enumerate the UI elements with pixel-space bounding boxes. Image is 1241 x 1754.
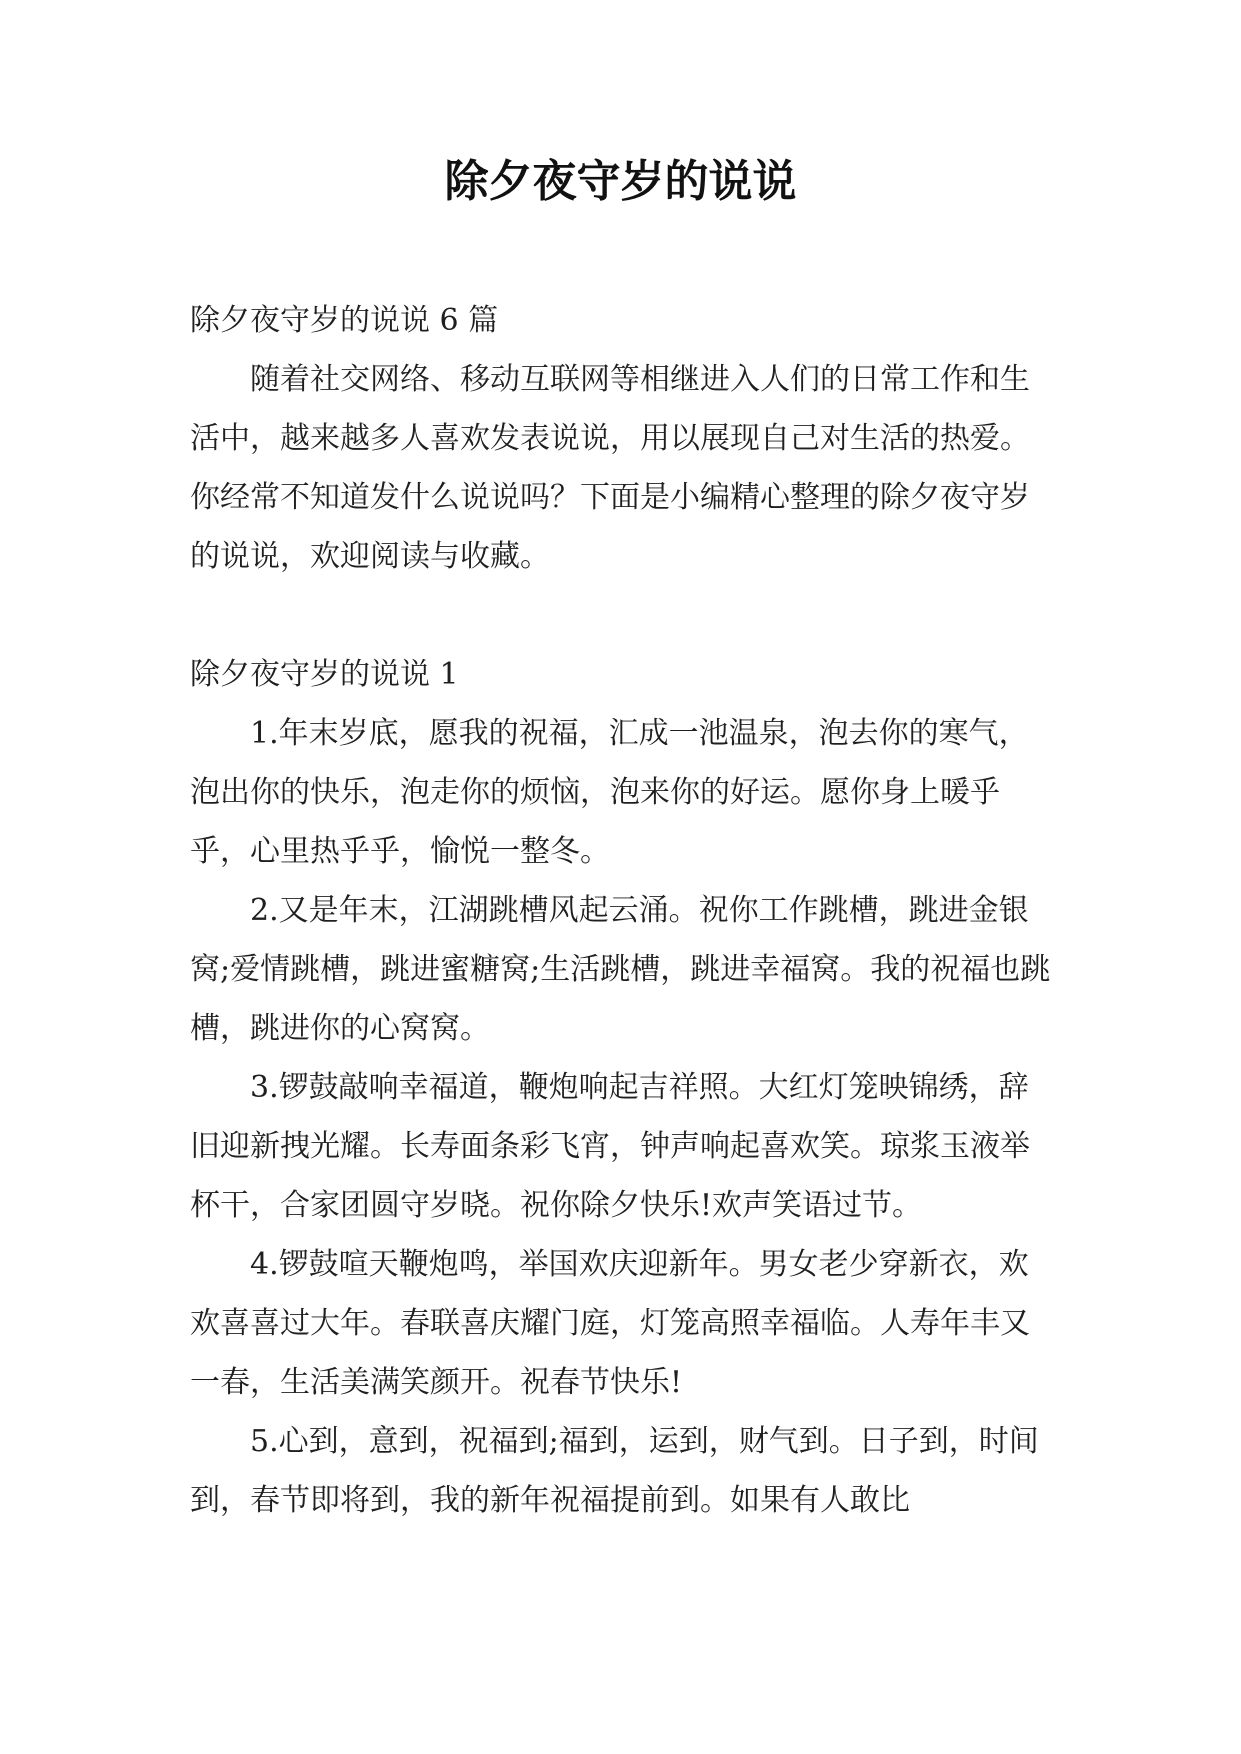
article-heading: 除夕夜守岁的说说 6 篇 [190, 303, 499, 338]
intro-paragraph: 随着社交网络、移动互联网等相继进入人们的日常工作和生活中，越来越多人喜欢发表说说，用以展现自己对生活的热爱。你经常不知道发什么说说吗？下面是小编精心整理的除夕夜守岁的说说，欢迎阅读与收藏。 [190, 362, 1030, 574]
document-title: 除夕夜守岁的说说 [444, 156, 797, 207]
list-item: 1.年末岁底，愿我的祝福，汇成一池温泉，泡去你的寒气，泡出你的快乐，泡走你的烦恼，泡来你的好运。愿你身上暖乎乎，心里热乎乎，愉悦一整冬。 [190, 716, 1029, 869]
list-item: 4.锣鼓喧天鞭炮鸣，举国欢庆迎新年。男女老少穿新衣，欢欢喜喜过大年。春联喜庆耀门庭，灯笼高照幸福临。人寿年丰又一春，生活美满笑颜开。祝春节快乐! [190, 1247, 1030, 1400]
section-heading: 除夕夜守岁的说说 1 [190, 657, 459, 692]
list-item: 5.心到，意到，祝福到;福到，运到，财气到。日子到，时间到，春节即将到，我的新年祝福提前到。如果有人敢比 [190, 1424, 1039, 1518]
list-item: 3.锣鼓敲响幸福道，鞭炮响起吉祥照。大红灯笼映锦绣，辞旧迎新拽光耀。长寿面条彩飞宵，钟声响起喜欢笑。琼浆玉液举杯干，合家团圆守岁晓。祝你除夕快乐!欢声笑语过节。 [190, 1070, 1030, 1223]
list-item: 2.又是年末，江湖跳槽风起云涌。祝你工作跳槽，跳进金银窝;爱情跳槽，跳进蜜糖窝;生活跳槽，跳进幸福窝。我的祝福也跳槽，跳进你的心窝窝。 [190, 893, 1051, 1046]
section-spacer [190, 586, 1056, 645]
document-body [190, 291, 1056, 1530]
